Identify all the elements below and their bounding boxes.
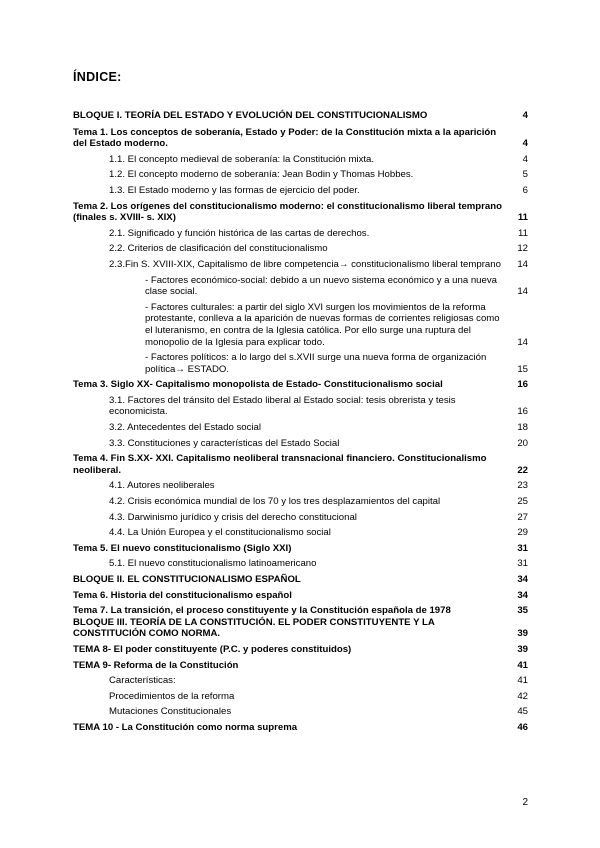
toc-subentry[interactable]: [73, 302, 528, 348]
toc-entry-page: 5: [522, 169, 528, 181]
toc-entry-page: 18: [517, 422, 528, 434]
toc-subentry[interactable]: [73, 154, 528, 166]
toc-entry-text: - Factores económico-social: debido a un nuevo sistema económico y a una nueva clase social.: [145, 274, 497, 298]
toc-entry-text: BLOQUE I. TEORÍA DEL ESTADO Y EVOLUCIÓN DEL CONSTITUCIONALISMO: [73, 110, 428, 121]
toc-entry-text: Procedimientos de la reforma: [109, 690, 235, 702]
toc-heading-entry[interactable]: [73, 660, 528, 672]
toc-heading-entry[interactable]: [73, 605, 528, 617]
toc-entry-text: TEMA 9- Reforma de la Constitución: [73, 659, 239, 671]
toc-entry-page: 16: [517, 379, 528, 391]
toc-entry-page: 41: [517, 675, 528, 687]
toc-entry-text: 4.4. La Unión Europea y el constitucionalismo social: [109, 527, 331, 539]
toc-subentry[interactable]: [73, 691, 528, 703]
toc-subentry[interactable]: [73, 512, 528, 524]
toc-entry-page: 14: [517, 286, 528, 298]
toc-subentry[interactable]: [73, 395, 528, 418]
toc-entry-text: 2.2. Criterios de clasificación del constitucionalismo: [109, 243, 328, 255]
toc-entry-page: 12: [517, 243, 528, 255]
toc-entry-text: 1.2. El concepto moderno de soberanía: Jean Bodin y Thomas Hobbes.: [109, 169, 414, 181]
toc-entry-page: 34: [517, 589, 528, 601]
toc-entry-page: 20: [517, 437, 528, 449]
toc-entry-text: 5.1. El nuevo constitucionalismo latinoamericano: [109, 558, 317, 570]
toc-entry-text: Tema 4. Fin S.XX- XXI. Capitalismo neoliberal transnacional financiero. Constitucionalismo neoliberal.: [73, 453, 487, 476]
toc-entry-page: 11: [518, 227, 528, 239]
toc-entry-page: 45: [517, 706, 528, 718]
toc-entry-text: - Factores culturales: a partir del siglo XVI surgen los movimientos de la reforma protestante, conlleva a la aparición de nuevas formas de corrientes religiosas como el luteranismo, en contra de la Iglesia católica. Por ello surge una ruptura del monopolio de la Iglesia para explicar todo.: [145, 301, 500, 348]
toc-entry-page: 46: [517, 721, 528, 733]
toc-subentry[interactable]: [73, 496, 528, 508]
toc-entry-text: 2.1. Significado y función histórica de las cartas de derechos.: [109, 227, 370, 239]
toc-entry-text: 4.3. Darwinismo jurídico y crisis del derecho constitucional: [109, 511, 357, 523]
toc-entry-page: 35: [517, 605, 528, 617]
toc-entry-text: 3.3. Constituciones y características del Estado Social: [109, 437, 340, 449]
toc-entry-text: Tema 2. Los orígenes del constitucionalismo moderno: el constitucionalismo liberal temprano (finales s. XVIII- s. XIX): [73, 200, 502, 224]
toc-entry-text: 1.3. El Estado moderno y las formas de ejercicio del poder.: [109, 184, 360, 196]
toc-entry-page: 4: [522, 138, 528, 150]
toc-subentry[interactable]: [73, 259, 528, 271]
toc-entry-page: 34: [517, 574, 528, 585]
toc-subentry[interactable]: [73, 438, 528, 450]
toc-heading-entry[interactable]: [73, 574, 528, 586]
toc-subentry[interactable]: [73, 527, 528, 539]
toc-entry-page: 16: [517, 406, 528, 418]
toc-entry-text: Mutaciones Constitucionales: [109, 706, 232, 718]
toc-heading-entry[interactable]: [73, 617, 528, 640]
toc-entry-text: 2.3.Fin S. XVIII-XIX, Capitalismo de libre competencia→ constitucionalismo liberal temprano: [109, 258, 501, 270]
toc-entry-page: 42: [517, 690, 528, 702]
table-of-contents: [73, 106, 528, 734]
toc-entry-text: 4.1. Autores neoliberales: [109, 480, 215, 492]
toc-entry-page: 41: [517, 659, 528, 671]
toc-heading-entry[interactable]: [73, 110, 528, 122]
toc-entry-text: BLOQUE III. TEORÍA DE LA CONSTITUCIÓN. EL PODER CONSTITUYENTE Y LA CONSTITUCIÓN COMO NORMA.: [73, 616, 435, 640]
toc-entry-page: 6: [522, 184, 528, 196]
toc-entry-page: 39: [517, 628, 528, 640]
toc-entry-page: 14: [517, 258, 528, 270]
toc-heading-entry[interactable]: [73, 644, 528, 656]
toc-entry-text: Tema 7. La transición, el proceso constituyente y la Constitución española de 1978: [73, 605, 451, 617]
toc-subentry[interactable]: [73, 558, 528, 570]
toc-heading-entry[interactable]: [73, 590, 528, 602]
toc-entry-text: 1.1. El concepto medieval de soberanía: la Constitución mixta.: [109, 153, 375, 165]
toc-entry-text: Características:: [109, 675, 176, 687]
toc-subentry[interactable]: [73, 706, 528, 718]
toc-entry-text: BLOQUE II. EL CONSTITUCIONALISMO ESPAÑOL: [73, 574, 301, 585]
toc-heading-entry[interactable]: [73, 722, 528, 734]
toc-subentry[interactable]: [73, 228, 528, 240]
toc-entry-page: 14: [517, 336, 528, 348]
toc-entry-page: 11: [517, 212, 528, 224]
toc-entry-text: Tema 6. Historia del constitucionalismo español: [73, 589, 292, 601]
toc-entry-page: 25: [517, 496, 528, 508]
toc-entry-page: 4: [522, 110, 528, 121]
toc-entry-page: 31: [517, 542, 528, 554]
toc-subentry[interactable]: [73, 275, 528, 298]
toc-entry-text: TEMA 8- El poder constituyente (P.C. y poderes constituidos): [73, 643, 352, 655]
toc-entry-text: - Factores políticos: a lo largo del s.XVII surge una nueva forma de organización política→ ESTADO.: [145, 352, 487, 375]
toc-entry-text: 3.2. Antecedentes del Estado social: [109, 422, 262, 434]
toc-subentry[interactable]: [73, 243, 528, 255]
toc-subentry[interactable]: [73, 422, 528, 434]
toc-entry-page: 22: [517, 464, 528, 476]
page-number: 2: [522, 797, 528, 808]
toc-entry-text: 3.1. Factores del tránsito del Estado liberal al Estado social: tesis obrerista y tesis economicista.: [109, 394, 456, 418]
toc-heading-entry[interactable]: [73, 201, 528, 224]
toc-subentry[interactable]: [73, 185, 528, 197]
toc-heading-entry[interactable]: [73, 453, 528, 476]
index-title: ÍNDICE:: [73, 70, 122, 84]
toc-subentry[interactable]: [73, 480, 528, 492]
toc-heading-entry[interactable]: [73, 127, 528, 150]
toc-entry-text: Tema 5. El nuevo constitucionalismo (Siglo XXI): [73, 542, 292, 554]
toc-entry-text: Tema 1. Los conceptos de soberanía, Estado y Poder: de la Constitución mixta a la aparición del Estado moderno.: [73, 126, 497, 150]
toc-entry-text: TEMA 10 - La Constitución como norma suprema: [73, 721, 298, 733]
toc-entry-page: 15: [517, 363, 528, 375]
toc-entry-page: 39: [517, 643, 528, 655]
toc-entry-page: 29: [517, 527, 528, 539]
toc-subentry[interactable]: [73, 352, 528, 375]
toc-entry-text: 4.2. Crisis económica mundial de los 70 y los tres desplazamientos del capital: [109, 496, 441, 508]
toc-heading-entry[interactable]: [73, 379, 528, 391]
toc-entry-page: 4: [522, 153, 528, 165]
toc-entry-text: Tema 3. Siglo XX- Capitalismo monopolista de Estado- Constitucionalismo social: [73, 379, 443, 391]
toc-heading-entry[interactable]: [73, 543, 528, 555]
toc-entry-page: 31: [517, 558, 528, 570]
toc-entry-page: 23: [517, 480, 528, 492]
toc-subentry[interactable]: [73, 169, 528, 181]
toc-entry-page: 27: [517, 511, 528, 523]
toc-subentry[interactable]: [73, 675, 528, 687]
